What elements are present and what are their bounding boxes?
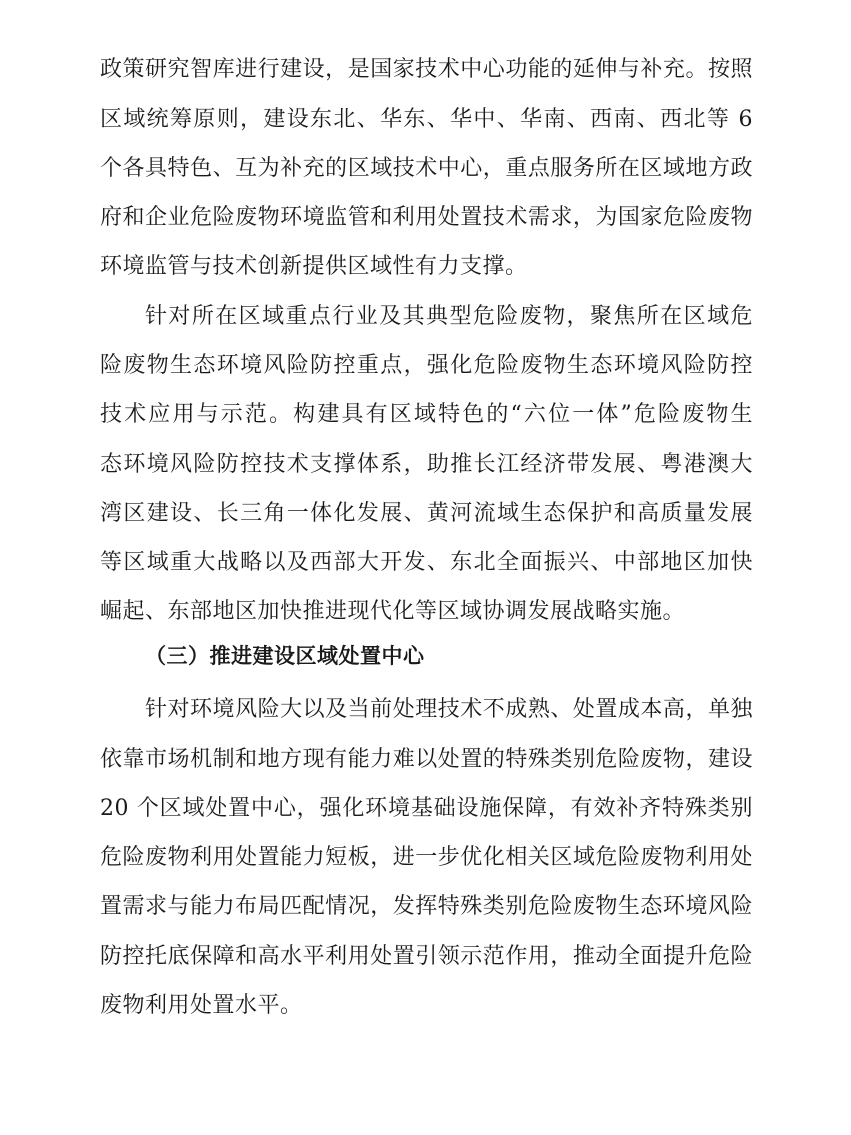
paragraph-line: 针对所在区域重点行业及其典型危险废物，聚焦所在区域危 [145, 304, 753, 329]
paragraph-line: 湾区建设、长三角一体化发展、黄河流域生态保护和高质量发展 [100, 501, 753, 526]
paragraph-line: 个各具特色、互为补充的区域技术中心，重点服务所在区域地方政 [100, 156, 753, 181]
paragraph-line: 府和企业危险废物环境监管和利用处置技术需求，为国家危险废物 [100, 205, 753, 230]
paragraph-line: 依靠市场机制和地方现有能力难以处置的特殊类别危险废物，建设 [100, 747, 753, 772]
paragraph-line: 废物利用处置水平。 [100, 993, 303, 1018]
paragraph-line: 等区域重大战略以及西部大开发、东北全面振兴、中部地区加快 [100, 550, 753, 575]
paragraph-line: 防控托底保障和高水平利用处置引领示范作用，推动全面提升危险 [100, 944, 753, 969]
section-heading: （三）推进建设区域处置中心 [145, 644, 425, 668]
paragraph-line: 危险废物利用处置能力短板，进一步优化相关区域危险废物利用处 [100, 845, 753, 870]
paragraph-line: 20 个区域处置中心，强化环境基础设施保障，有效补齐特殊类别 [100, 796, 753, 821]
paragraph-line: 险废物生态环境风险防控重点，强化危险废物生态环境风险防控 [100, 353, 753, 378]
paragraph-line: 区域统筹原则，建设东北、华东、华中、华南、西南、西北等 6 [100, 107, 753, 132]
paragraph-line: 政策研究智库进行建设，是国家技术中心功能的延伸与补充。按照 [100, 57, 753, 82]
paragraph-line: 针对环境风险大以及当前处理技术不成熟、处置成本高，单独 [145, 697, 753, 722]
paragraph-line: 态环境风险防控技术支撑体系，助推长江经济带发展、粤港澳大 [100, 452, 753, 477]
paragraph-line: 环境监管与技术创新提供区域性有力支撑。 [100, 254, 528, 279]
paragraph-line: 置需求与能力布局匹配情况，发挥特殊类别危险废物生态环境风险 [100, 894, 753, 919]
paragraph-line: 崛起、东部地区加快推进现代化等区域协调发展战略实施。 [100, 599, 686, 624]
paragraph-line: 技术应用与示范。构建具有区域特色的“六位一体”危险废物生 [100, 402, 753, 427]
